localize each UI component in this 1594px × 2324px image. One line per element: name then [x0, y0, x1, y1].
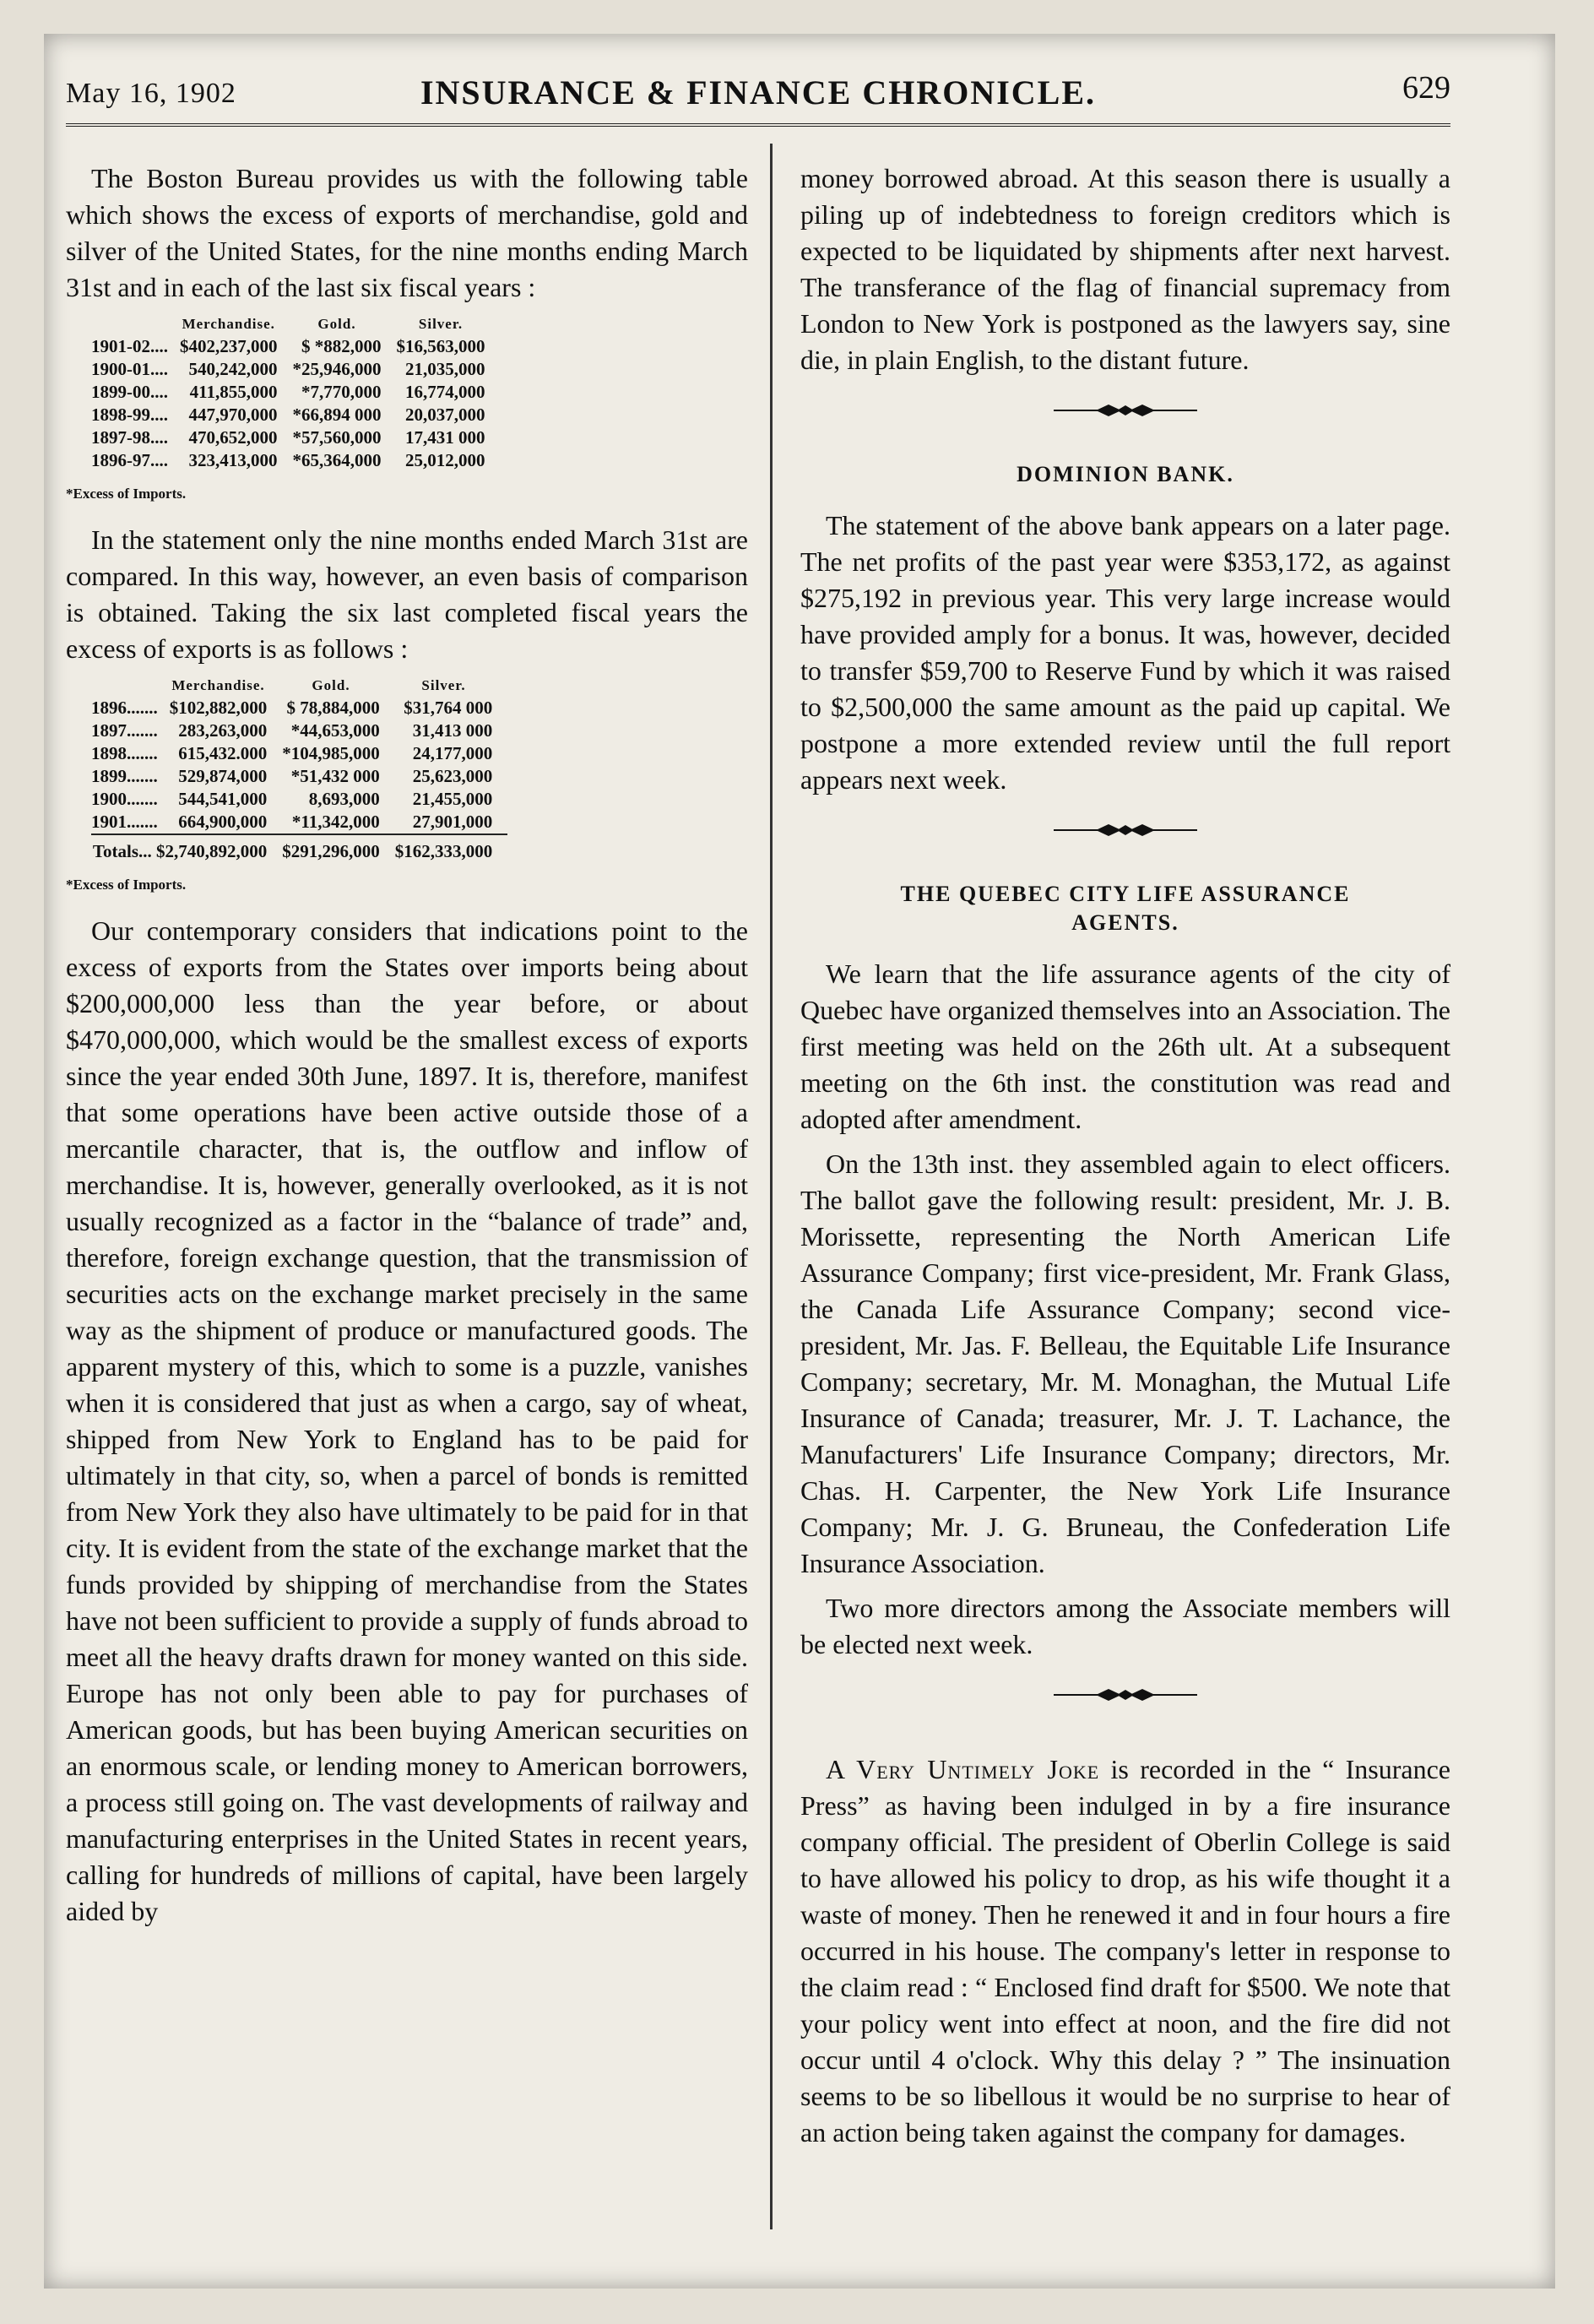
table-cell: 1901.......: [91, 812, 158, 832]
fiscal-years-table: [91, 674, 507, 863]
table-cell: $102,882,000: [169, 698, 268, 718]
table-footnote: *Excess of Imports.: [66, 877, 187, 893]
table-cell: 615,432.000: [178, 743, 268, 763]
table-cell: 21,035,000: [405, 359, 485, 379]
table-header-row: [91, 674, 507, 697]
header-rule: [66, 123, 1450, 127]
table-footnote: *Excess of Imports.: [66, 486, 187, 502]
table-cell: 1897-98....: [91, 427, 168, 448]
table-cell: $402,237,000: [180, 336, 278, 356]
dominion-bank-heading: DOMINION BANK.: [1017, 462, 1234, 486]
heading-line: AGENTS.: [1071, 910, 1179, 935]
table-cell: *25,946,000: [292, 359, 382, 379]
table-row: [91, 404, 501, 426]
ornament-divider: [800, 394, 1450, 427]
boston-bureau-paragraph: The Boston Bureau provides us with the following table which shows the excess of exports of merchandise, gold and silver of the United States, for the nine months ending March 31st and in each of the last six fiscal years :: [66, 163, 748, 302]
table-cell: 1896-97....: [91, 450, 168, 470]
table-cell: 1896.......: [91, 698, 158, 718]
statement-paragraph: In the statement only the nine months ended March 31st are compared. In this way, however, an even basis of comparison is obtained. Taking the six last completed fiscal years the excess of exports is as follows :: [66, 524, 748, 664]
nine-months-table: [91, 312, 501, 472]
table-cell: 31,413 000: [412, 720, 493, 741]
table-row: [91, 381, 501, 404]
table-cell: *57,560,000: [292, 427, 382, 448]
header-date: May 16, 1902: [66, 78, 236, 109]
table-cell: 1898-99....: [91, 405, 168, 425]
continued-paragraph: money borrowed abroad. At this season there is usually a piling up of indebtedness to foreign creditors which is expected to be liquidated by shipments after next harvest. The transferance of the flag of financial supremacy from London to New York is postponed as the lawyers say, sine die, in plain English, to the distant future.: [800, 163, 1450, 375]
table-cell: *65,364,000: [292, 450, 382, 470]
left-column: [66, 160, 748, 1930]
header-cell: Merchandise.: [182, 316, 275, 332]
table-cell: $ 78,884,000: [286, 698, 380, 718]
table-cell: 529,874,000: [178, 766, 268, 786]
header-cell: Gold.: [312, 677, 350, 693]
table-cell: 540,242,000: [188, 359, 278, 379]
table-cell: *104,985,000: [282, 743, 380, 763]
table-cell: 470,652,000: [188, 427, 278, 448]
table-cell: *51,432 000: [290, 766, 380, 786]
untimely-joke-paragraph: [800, 1751, 1450, 2151]
table-cell: 447,970,000: [188, 405, 278, 425]
table-cell: $ *882,000: [301, 336, 382, 356]
table-row: [91, 426, 501, 449]
table-cell: 283,263,000: [178, 720, 268, 741]
header-cell: Merchandise.: [171, 677, 265, 693]
heading-line: THE QUEBEC CITY LIFE ASSURANCE: [900, 882, 1351, 906]
paragraph-text: is recorded in the “ Insurance Press” as having been indulged in by a fire insurance company official. The president of Oberlin College is said to have allowed his policy to drop, as his wife thought it a waste of money. Then he renewed it and in four hours a fire occurred in his house. The company's letter in response to the claim read : “ Enclosed find draft for $500. We note that your policy went into effect at noon, and the fire did not occur until 4 o'clock. Why this delay ? ” The insinuation seems to be so libellous it would be no surprise to hear of an action being taken against the company for damages.: [800, 1754, 1450, 2148]
table-cell: 1899.......: [91, 766, 158, 786]
right-column: [800, 160, 1450, 2151]
totals-cell: $291,296,000: [282, 834, 395, 863]
table-row: [91, 811, 507, 834]
table-cell: 1899-00....: [91, 382, 168, 402]
table-cell: 16,774,000: [405, 382, 485, 402]
ornament-divider: [800, 1678, 1450, 1712]
table-cell: 1898.......: [91, 743, 158, 763]
table-cell: *66,894 000: [292, 405, 382, 425]
table-cell: *11,342,000: [291, 812, 380, 832]
table-cell: 25,623,000: [412, 766, 493, 786]
table-row: [91, 358, 501, 381]
lead-in: A Very Untimely Joke: [826, 1754, 1100, 1784]
table-header-row: [91, 312, 501, 335]
table-cell: 21,455,000: [412, 789, 493, 809]
table-cell: 8,693,000: [308, 789, 380, 809]
table-cell: 25,012,000: [405, 450, 485, 470]
table-cell: 1900-01....: [91, 359, 168, 379]
contemporary-paragraph: Our contemporary considers that indications point to the excess of exports from the States over imports being about $200,000,000 less than the year before, or about $470,000,000, which would be the smallest excess of exports since the year ended 30th June, 1897. It is, therefore, manifest that some operations have been active outside those of a mercantile character, that is, the outflow and inflow of merchandise. It is, however, generally overlooked, as it is not usually recognized as a factor in the “balance of trade” and, therefore, foreign exchange question, that the transmission of securities acts on the exchange market precisely in the same way as the shipment of produce or manufactured goods. The apparent mystery of this, which to some is a puzzle, vanishes when it is considered that just as when a cargo, say of wheat, shipped from New York to England has to be paid for ultimately in that city, so, when a parcel of bonds is remitted from New York they also have ultimately to be paid for in that city. It is evident from the state of the exchange market that the funds provided by shipping of merchandise from the States have not been sufficient to provide a supply of funds abroad to meet all the heavy drafts drawn for money wanted on this side. Europe has not only been able to pay for purchases of American goods, but has been buying American securities on an enormous scale, or lending money to American borrowers, a process still going on. The vast developments of railway and manufacturing enterprises in the United States in recent years, calling for hundreds of millions of capital, have been largely aided by: [66, 915, 748, 1926]
header-cell: [91, 312, 180, 335]
header-title: INSURANCE & FINANCE CHRONICLE.: [420, 73, 1097, 111]
table-cell: 664,900,000: [178, 812, 268, 832]
table-cell: 17,431 000: [405, 427, 485, 448]
header-cell: Gold.: [317, 316, 356, 332]
totals-cell: $162,333,000: [395, 834, 508, 863]
table-cell: 24,177,000: [412, 743, 493, 763]
table-row: [91, 788, 507, 811]
table-cell: 1901-02....: [91, 336, 168, 356]
dominion-bank-paragraph: The statement of the above bank appears on a later page. The net profits of the past year were $353,172, as against $275,192 in previous year. This very large increase would have provided amply for a bonus. It was, however, decided to transfer $59,700 to Reserve Fund by which it was raised to $2,500,000 the same amount as the paid up capital. We postpone a more extended review until the full report appears next week.: [800, 510, 1450, 795]
header-page-number: 629: [1402, 70, 1450, 106]
totals-cell: Totals... $2,740,892,000: [91, 834, 282, 863]
table-row: [91, 765, 507, 788]
header-cell: Silver.: [421, 677, 466, 693]
table-row: [91, 742, 507, 765]
table-row: [91, 719, 507, 742]
quebec-agents-paragraph: We learn that the life assurance agents of the city of Quebec have organized themselves into an Association. The first meeting was held on the 26th ult. At a subsequent meeting on the 6th inst. the constitution was read and adopted after amendment.: [800, 958, 1450, 1134]
table-cell: 411,855,000: [189, 382, 278, 402]
table-row: [91, 697, 507, 719]
table-cell: 1900.......: [91, 789, 158, 809]
table-cell: $16,563,000: [396, 336, 485, 356]
header-cell: Silver.: [418, 316, 464, 332]
totals-row: [91, 834, 507, 863]
table-cell: 323,413,000: [188, 450, 278, 470]
table-cell: 544,541,000: [178, 789, 268, 809]
table-cell: $31,764 000: [404, 698, 493, 718]
table-cell: *7,770,000: [301, 382, 382, 402]
table-cell: 20,037,000: [405, 405, 485, 425]
column-divider: [770, 144, 773, 2229]
table-cell: *44,653,000: [290, 720, 380, 741]
header-cell: [91, 674, 170, 697]
ornament-divider: [800, 813, 1450, 847]
table-row: [91, 335, 501, 358]
table-cell: 27,901,000: [412, 812, 493, 832]
directors-paragraph: Two more directors among the Associate members will be elected next week.: [800, 1593, 1450, 1659]
quebec-agents-heading: [800, 880, 1450, 937]
page-header: [66, 54, 1450, 115]
table-cell: 1897.......: [91, 720, 158, 741]
table-row: [91, 449, 501, 472]
officers-paragraph: On the 13th inst. they assembled again to elect officers. The ballot gave the following result: president, Mr. J. B. Morissette, representing the North American Life Assurance Company; first vice-president, Mr. Frank Glass, the Canada Life Assurance Company; second vice-president, Mr. Jas. F. Belleau, the Equitable Life Insurance Company; secretary, Mr. M. Monaghan, the Mutual Life Insurance of Canada; treasurer, Mr. J. T. Lachance, the Manufacturers' Life Insurance Company; directors, Mr. Chas. H. Carpenter, the New York Life Insurance Company; Mr. J. G. Bruneau, the Confederation Life Insurance Association.: [800, 1148, 1450, 1578]
